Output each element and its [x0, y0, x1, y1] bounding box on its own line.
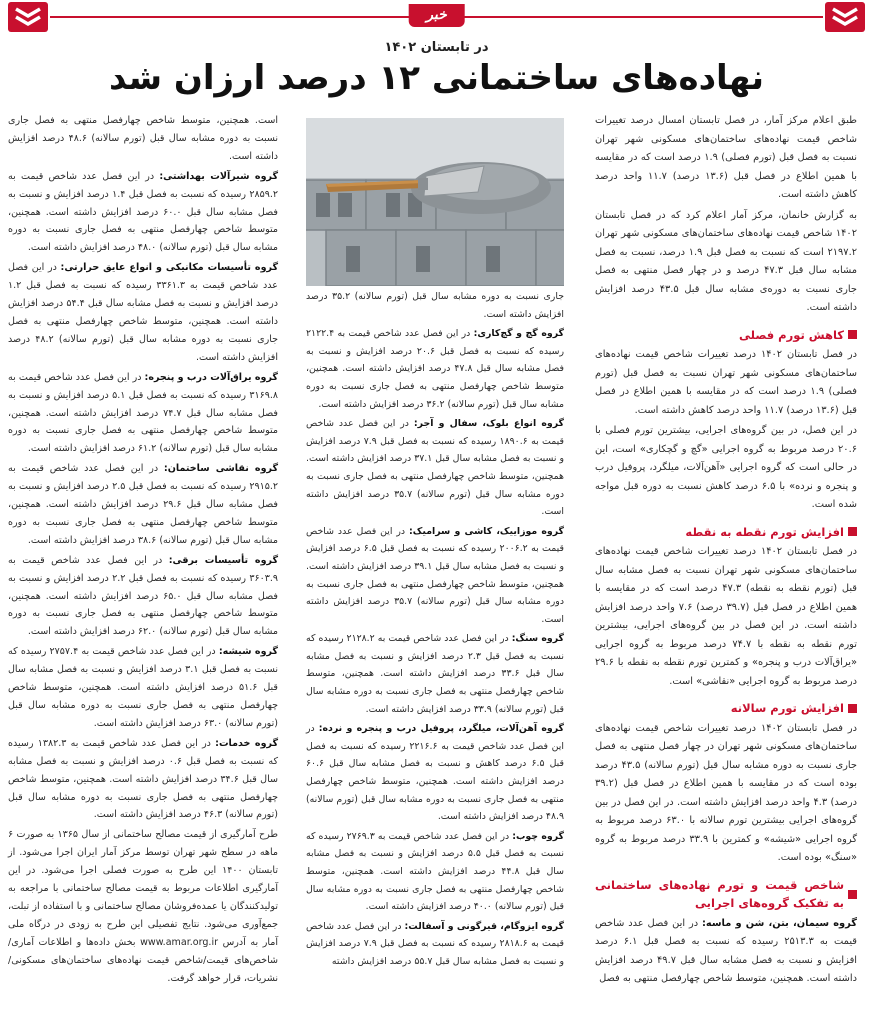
- group-lead: گروه گچ و گچ‌کاری:: [473, 328, 564, 340]
- paragraph: [8, 259, 278, 366]
- section-header-bar: [0, 0, 873, 36]
- group-lead: گروه شیرآلات بهداشتی:: [159, 170, 278, 182]
- paragraph: [306, 918, 564, 971]
- paragraph: [595, 915, 857, 989]
- bullet-square-icon: [848, 527, 857, 536]
- group-text: در این فصل عدد شاخص قیمت به ۲۱۲۲.۴ رسیده که نسبت به فصل قبل ۲۰.۶ درصد افزایش و نسبت به فصل مشابه سال قبل ۴۷.۸ درصد افزایش داشته است. همچنین، متوسط شاخص چهارفصل منتهی به فصل جاری نسبت به دوره مشابه سال قبل (تورم سالانه) ۳۶.۲ درصد افزایش داشته است.: [306, 328, 565, 410]
- group-lead: گروه تأسیسات مکانیکی و انواع عایق حرارتی:: [60, 262, 278, 274]
- section-heading: [595, 523, 857, 542]
- section-heading: [595, 699, 857, 718]
- group-text: در این فصل عدد شاخص قیمت به ۳۱۶۹.۸ رسیده که نسبت به فصل قبل ۵.۱ درصد افزایش و نسبت به فصل مشابه سال قبل ۷۴.۷ درصد افزایش داشته است. همچنین، متوسط شاخص چهارفصل منتهی به فصل جاری نسبت به دوره مشابه سال قبل (تورم سالانه) ۶۱.۲ درصد افزایش داشته است.: [8, 371, 278, 455]
- paragraph: در این فصل، در بین گروه‌های اجرایی، بیشترین تورم فصلی با ۲۰.۶ درصد مربوط به گروه اجرایی «گچ و گچکاری» است، این در حالی است که گروه اجرایی «آهن‌آلات، میلگرد، پروفیل درب و پنجره و نرده» با ۶.۵ درصد کاهش نسبت به دوره قبل مواجه شده است.: [595, 425, 857, 510]
- paragraph: [8, 643, 278, 733]
- paragraph: [8, 460, 278, 550]
- section-heading: [595, 326, 857, 345]
- page-title: نهاده‌های ساختمانی ۱۲ درصد ارزان شد: [108, 58, 765, 98]
- group-text: در این فصل عدد شاخص قیمت به ۱۸۹۰.۶ رسیده که نسبت به فصل قبل ۷.۹ درصد افزایش و نسبت به فصل مشابه سال قبل ۳۷.۱ درصد افزایش داشته است. همچنین، متوسط شاخص چهارفصل منتهی به فصل جاری نسبت به دوره مشابه سال قبل (تورم سالانه) ۳۵.۷ درصد افزایش داشته است.: [306, 418, 564, 518]
- group-lead: گروه موزاییک، کاشی و سرامیک:: [409, 525, 564, 537]
- paragraph: [8, 552, 278, 642]
- article-column-right: [595, 112, 857, 991]
- paragraph: [8, 735, 278, 825]
- group-text: در این فصل عدد شاخص قیمت به ۲۲۱۶.۶ رسیده که نسبت به فصل قبل ۶.۵ درصد کاهش و نسبت به فصل مشابه سال قبل ۶۰.۶ درصد افزایش داشته است. همچنین، متوسط شاخص چهارفصل منتهی به فصل جاری نسبت به دوره مشابه سال قبل (تورم سالانه) ۴۸.۹ درصد افزایش داشته است.: [306, 723, 564, 823]
- group-lead: گروه سنگ:: [511, 633, 565, 645]
- group-lead: گروه خدمات:: [215, 737, 278, 749]
- section-heading-text: افزایش تورم سالانه: [730, 701, 844, 715]
- bullet-square-icon: [848, 704, 857, 713]
- group-lead: گروه سیمان، بتن، شن و ماسه:: [701, 917, 857, 929]
- group-text: در این فصل عدد شاخص قیمت به ۲۱۲۸.۲ رسیده که نسبت به فصل قبل ۲.۳ درصد افزایش و نسبت به فصل مشابه سال قبل ۳۳.۶ درصد افزایش داشته است. همچنین، متوسط شاخص چهارفصل منتهی به فصل جاری نسبت به دوره مشابه سال قبل (تورم سالانه) ۳۳.۹ درصد افزایش داشته است.: [306, 633, 564, 715]
- bullet-square-icon: [848, 330, 857, 339]
- chevron-down-icon: [825, 2, 865, 32]
- group-lead: گروه انواع بلوک، سفال و آجر:: [413, 418, 564, 430]
- paragraph: طبق اعلام مرکز آمار، در فصل تابستان امسال درصد تغییرات شاخص قیمت نهاده‌های ساختمان‌های مسکونی شهر تهران نسبت به فصل قبل (تورم فصلی) ۱.۹ درصد است که در مقایسه با همین اطلاع در فصل قبل (۱۳.۶ درصد) ۱۱.۷ واحد درصد کاهش داشته است.: [595, 115, 857, 200]
- section-label: خبر: [408, 4, 465, 27]
- paragraph: طرح آمارگیری از قیمت مصالح ساختمانی از سال ۱۳۶۵ به صورت ۶ ماهه در سطح شهر تهران توسط مرکز آمار ایران اجرا می‌شود. از تابستان ۱۴۰۰ این طرح به صورت فصلی اجرا می‌شود. در این آمارگیری اطلاعات مربوط به قیمت مصالح ساختمانی با مراجعه به تولیدکنندگان یا عمده‌فروشان مصالح ساختمانی و با استفاده از تبلت، جمع‌آوری می‌شود. نتایج تفصیلی این طرح به زودی در درگاه ملی آمار به آدرس www.amar.org.ir بخش داده‌ها و اطلاعات آماری/شاخص‌های قیمت/شاخص قیمت نهاده‌های ساختمان‌های مسکونی/نشریات، قرار خواهد گرفت.: [8, 829, 279, 984]
- section-heading-text: کاهش تورم فصلی: [738, 327, 844, 342]
- paragraph: است. همچنین، متوسط شاخص چهارفصل منتهی به فصل جاری نسبت به دوره مشابه سال قبل (تورم سالانه) ۴۸.۶ درصد افزایش داشته است.: [8, 115, 279, 162]
- group-lead: گروه یراق‌آلات درب و پنجره:: [144, 371, 278, 383]
- group-text: در این فصل عدد شاخص قیمت به ۲۸۵۹.۲ رسیده که نسبت به فصل قبل ۱.۴ درصد افزایش و نسبت به فصل مشابه سال قبل ۶۰.۰ درصد افزایش داشته است. همچنین، متوسط شاخص چهارفصل منتهی به فصل جاری نسبت به دوره مشابه سال قبل (تورم سالانه) ۴۸.۰ درصد افزایش داشته است.: [8, 170, 278, 254]
- group-lead: گروه آهن‌آلات، میلگرد، پروفیل درب و پنجره و نرده:: [318, 723, 564, 735]
- paragraph: [8, 168, 278, 258]
- article-column-middle: [306, 288, 564, 973]
- group-text: در این فصل عدد شاخص قیمت به ۲۵۱۳.۳ رسیده که نسبت به فصل قبل ۶.۱ درصد افزایش و نسبت به فصل مشابه سال قبل ۴۹.۷ درصد افزایش داشته است. همچنین، متوسط شاخص چهارفصل منتهی به فصل: [595, 917, 857, 984]
- group-lead: گروه چوب:: [512, 830, 565, 842]
- bullet-square-icon: [848, 890, 857, 899]
- group-lead: گروه تأسیسات برقی:: [168, 554, 278, 566]
- paragraph: [306, 630, 564, 718]
- group-lead: گروه شیشه:: [218, 646, 278, 658]
- paragraph: در فصل تابستان ۱۴۰۲ درصد تغییرات شاخص قیمت نهاده‌های ساختمان‌های مسکونی شهر تهران در چهار فصل منتهی به فصل جاری نسبت به دوره مشابه سال قبل (تورم سالانه) ۴۳.۵ درصد بوده است که در مقایسه با همین اطلاع در فصل قبل (۳۹.۲ درصد) ۴.۳ واحد درصد افزایش داشته است. در این فصل در بین گروه‌های اجرایی بیشترین تورم سالانه با ۶۳.۰ درصد مربوط به گروه اجرایی «شیشه» و کمترین با ۳۳.۹ درصد مربوط به گروه «سنگ» بوده است.: [595, 722, 858, 863]
- paragraph: [306, 720, 564, 826]
- paragraph: در فصل تابستان ۱۴۰۲ درصد تغییرات شاخص قیمت نهاده‌های ساختمان‌های مسکونی شهر تهران نسبت به فصل قبل (تورم فصلی) ۱.۹ درصد است که در مقایسه با همین اطلاع در فصل قبل (۱۳.۶ درصد) ۱۱.۷ واحد درصد کاهش داشته است.: [595, 349, 858, 416]
- group-text: در این فصل عدد شاخص قیمت به ۲۰۰۶.۲ رسیده که نسبت به فصل قبل ۶.۵ درصد افزایش و نسبت به فصل مشابه سال قبل ۳۹.۱ درصد افزایش داشته است. همچنین، متوسط شاخص چهارفصل منتهی به فصل جاری نسبت به دوره مشابه سال قبل (تورم سالانه) ۳۵.۷ درصد افزایش داشته است.: [306, 525, 564, 625]
- paragraph: در فصل تابستان ۱۴۰۲ درصد تغییرات شاخص قیمت نهاده‌های ساختمان‌های مسکونی شهر تهران نسبت به فصل مشابه سال قبل (تورم نقطه به نقطه) ۴۷.۳ درصد است که در مقایسه با همین اطلاع در فصل قبل (۳۹.۷ درصد) ۷.۶ واحد درصد افزایش داشته است. در این فصل در بین گروه‌های اجرایی، بیشترین تورم نقطه به نقطه با ۷۴.۷ درصد مربوط به گروه اجرایی «یراق‌آلات درب و پنجره» و کمترین تورم نقطه به نقطه با ۲۹.۶ درصد مربوط به گروه اجرایی «نقاشی» است.: [595, 546, 858, 687]
- paragraph: [306, 828, 564, 916]
- group-text: در این فصل عدد شاخص قیمت به ۲۷۶۹.۳ رسیده که نسبت به فصل قبل ۵.۵ درصد افزایش و نسبت به فصل مشابه سال قبل ۴۴.۸ درصد افزایش داشته است. همچنین، متوسط شاخص چهارفصل منتهی به فصل جاری نسبت به دوره مشابه سال قبل (تورم سالانه) ۴۰.۰ درصد افزایش داشته است.: [306, 830, 564, 913]
- section-heading-text: شاخص قیمت و تورم نهاده‌های ساختمانی به تفکیک گروه‌های اجرایی: [595, 877, 844, 910]
- article-column-left: [8, 112, 278, 990]
- chevron-down-icon: [8, 2, 48, 32]
- section-heading-text: افزایش تورم نقطه به نقطه: [685, 524, 844, 539]
- group-text: در این فصل عدد شاخص قیمت به ۲۹۱۵.۲ رسیده که نسبت به فصل قبل ۲.۵ درصد افزایش و نسبت به فصل مشابه سال قبل ۲۹.۶ درصد افزایش داشته است. همچنین، متوسط شاخص چهارفصل منتهی به فصل جاری نسبت به دوره مشابه سال قبل (تورم سالانه) ۳۸.۶ درصد افزایش داشته است.: [8, 463, 278, 546]
- paragraph: [306, 325, 564, 413]
- group-text: در این فصل عدد شاخص قیمت به ۳۶۰۳.۹ رسیده که نسبت به فصل قبل ۲.۲ درصد افزایش و نسبت به فصل مشابه سال قبل ۶۵.۰ درصد افزایش داشته است. همچنین، متوسط شاخص چهارفصل منتهی به فصل جاری نسبت به دوره مشابه سال قبل (تورم سالانه) ۶۲.۰ درصد افزایش داشته است.: [8, 554, 278, 638]
- paragraph: [8, 369, 278, 459]
- group-text: در این فصل عدد شاخص قیمت به ۲۷۵۷.۴ رسیده که نسبت به فصل قبل ۳.۱ درصد افزایش و نسبت به فصل مشابه سال قبل ۵۱.۶ درصد افزایش داشته است. همچنین، متوسط شاخص چهارفصل منتهی به فصل جاری نسبت به دوره مشابه سال قبل (تورم سالانه) ۶۳.۰ درصد افزایش داشته است.: [8, 646, 278, 729]
- group-text: در این فصل عدد شاخص قیمت به ۲۸۱۸.۶ رسیده که نسبت به فصل قبل ۷.۹ درصد افزایش و نسبت به فصل مشابه سال قبل ۵۵.۷ درصد افزایش داشته: [306, 920, 564, 967]
- group-lead: گروه نقاشی ساختمان:: [163, 463, 278, 475]
- group-text: در این فصل عدد شاخص قیمت به ۱۳۸۲.۳ رسیده که نسبت به فصل قبل ۰.۶ درصد افزایش و نسبت به فصل مشابه سال قبل ۳۴.۶ درصد افزایش داشته است. همچنین، متوسط شاخص چهارفصل منتهی به فصل جاری نسبت به دوره مشابه سال قبل (تورم سالانه) ۴۶.۳ درصد افزایش داشته است.: [8, 737, 279, 821]
- paragraph: [306, 523, 564, 629]
- group-text: در این فصل عدد شاخص قیمت به ۳۳۶۱.۳ رسیده که نسبت به فصل قبل ۱.۲ درصد افزایش و نسبت به فصل مشابه سال قبل ۵۴.۴ درصد افزایش داشته است. همچنین، متوسط شاخص چهارفصل منتهی به فصل جاری نسبت به دوره مشابه سال قبل (تورم سالانه) ۴۸.۲ درصد افزایش داشته است.: [8, 262, 279, 363]
- paragraph: [306, 415, 564, 521]
- kicker: در تابستان ۱۴۰۲: [384, 40, 489, 55]
- paragraph: جاری نسبت به دوره مشابه سال قبل (تورم سالانه) ۳۵.۲ درصد افزایش داشته است.: [306, 291, 564, 320]
- section-heading: [595, 876, 857, 913]
- article-photo-trowel-cement: [306, 118, 564, 286]
- group-lead: گروه ایزوگام، قیرگونی و آسفالت:: [404, 920, 564, 932]
- paragraph: به گزارش خانمان، مرکز آمار اعلام کرد که در فصل تابستان ۱۴۰۲ شاخص قیمت نهاده‌های ساختمان‌های مسکونی شهر تهران ۲۱۹۷.۲ است که نسبت به فصل قبل ۱.۹ درصد، نسبت به فصل مشابه سال قبل ۴۷.۳ درصد و در چهار فصل منتهی به فصل جاری نسبت به دوره‌ی مشابه سال قبل ۴۳.۵ درصد افزایش داشته است.: [595, 209, 857, 313]
